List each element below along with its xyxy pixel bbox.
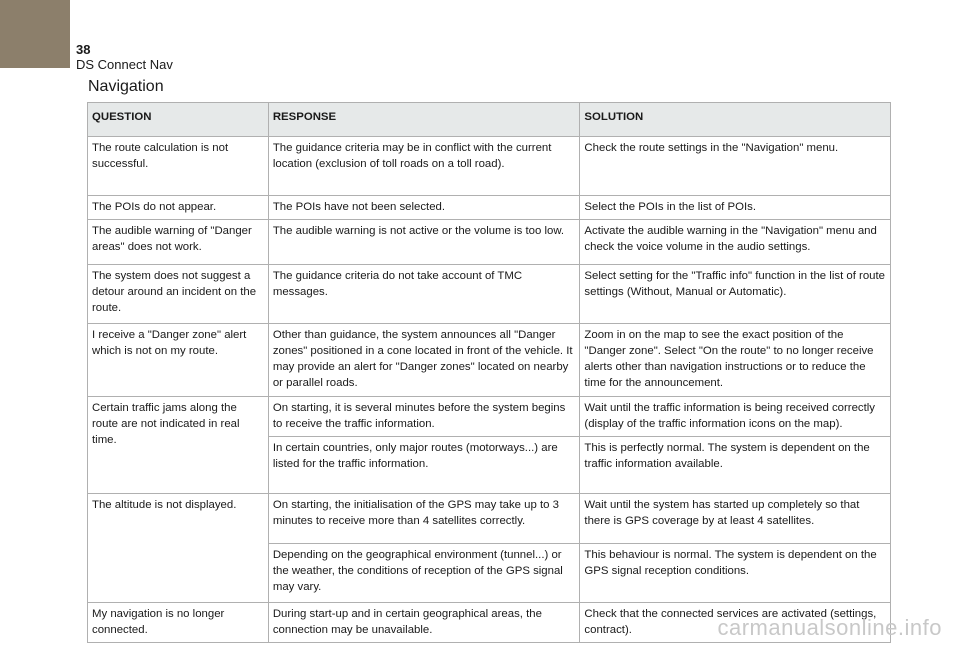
solution-cell: Wait until the system has started up completely so that there is GPS coverage by at least 4 satellites. — [580, 494, 891, 544]
column-header-solution: SOLUTION — [580, 103, 891, 137]
solution-cell: Zoom in on the map to see the exact position of the "Danger zone". Select "On the route" to no longer receive alerts other than navigation instructions or to reduce the time for the announcement. — [580, 324, 891, 397]
solution-cell: Check that the connected services are activated (settings, contract). — [580, 603, 891, 643]
question-cell: The POIs do not appear. — [88, 196, 269, 220]
response-cell: The guidance criteria do not take account of TMC messages. — [268, 265, 580, 324]
response-cell: During start-up and in certain geographical areas, the connection may be unavailable. — [268, 603, 580, 643]
section-name: DS Connect Nav — [76, 57, 173, 72]
response-cell: On starting, the initialisation of the GPS may take up to 3 minutes to receive more than 4 satellites correctly. — [268, 494, 580, 544]
table-row — [88, 137, 891, 196]
question-cell: My navigation is no longer connected. — [88, 603, 269, 643]
response-cell: In certain countries, only major routes (motorways...) are listed for the traffic information. — [268, 437, 580, 494]
table-row — [88, 397, 891, 437]
question-cell: The system does not suggest a detour around an incident on the route. — [88, 265, 269, 324]
response-cell: The guidance criteria may be in conflict with the current location (exclusion of toll roads on a toll road). — [268, 137, 580, 196]
question-cell: Certain traffic jams along the route are not indicated in real time. — [88, 397, 269, 494]
table-row — [88, 196, 891, 220]
page-number: 38 — [76, 42, 91, 57]
solution-cell: Check the route settings in the "Navigation" menu. — [580, 137, 891, 196]
table-row — [88, 324, 891, 397]
question-cell: I receive a "Danger zone" alert which is not on my route. — [88, 324, 269, 397]
question-cell: The route calculation is not successful. — [88, 137, 269, 196]
page-heading: Navigation — [88, 78, 164, 95]
table-header-row — [88, 103, 891, 137]
solution-cell: This is perfectly normal. The system is dependent on the traffic information available. — [580, 437, 891, 494]
faq-table — [87, 102, 891, 643]
solution-cell: Select setting for the "Traffic info" function in the list of route settings (Without, Manual or Automatic). — [580, 265, 891, 324]
solution-cell: This behaviour is normal. The system is dependent on the GPS signal reception conditions. — [580, 544, 891, 603]
response-cell: The POIs have not been selected. — [268, 196, 580, 220]
question-cell: The altitude is not displayed. — [88, 494, 269, 603]
table-row — [88, 265, 891, 324]
response-cell: Other than guidance, the system announces all "Danger zones" positioned in a cone located in front of the vehicle. It may provide an alert for "Danger zones" located on nearby or parallel roads. — [268, 324, 580, 397]
watermark-text: carmanualsonline.info — [717, 615, 942, 640]
column-header-question: QUESTION — [88, 103, 269, 137]
question-cell: The audible warning of "Danger areas" does not work. — [88, 220, 269, 265]
response-cell: On starting, it is several minutes before the system begins to receive the traffic information. — [268, 397, 580, 437]
solution-cell: Activate the audible warning in the "Navigation" menu and check the voice volume in the audio settings. — [580, 220, 891, 265]
solution-cell: Wait until the traffic information is being received correctly (display of the traffic information icons on the map). — [580, 397, 891, 437]
chapter-tab-block — [0, 0, 70, 68]
response-cell: Depending on the geographical environment (tunnel...) or the weather, the conditions of reception of the GPS signal may vary. — [268, 544, 580, 603]
column-header-response: RESPONSE — [268, 103, 580, 137]
table-row — [88, 220, 891, 265]
response-cell: The audible warning is not active or the volume is too low. — [268, 220, 580, 265]
solution-cell: Select the POIs in the list of POIs. — [580, 196, 891, 220]
table-row — [88, 494, 891, 544]
